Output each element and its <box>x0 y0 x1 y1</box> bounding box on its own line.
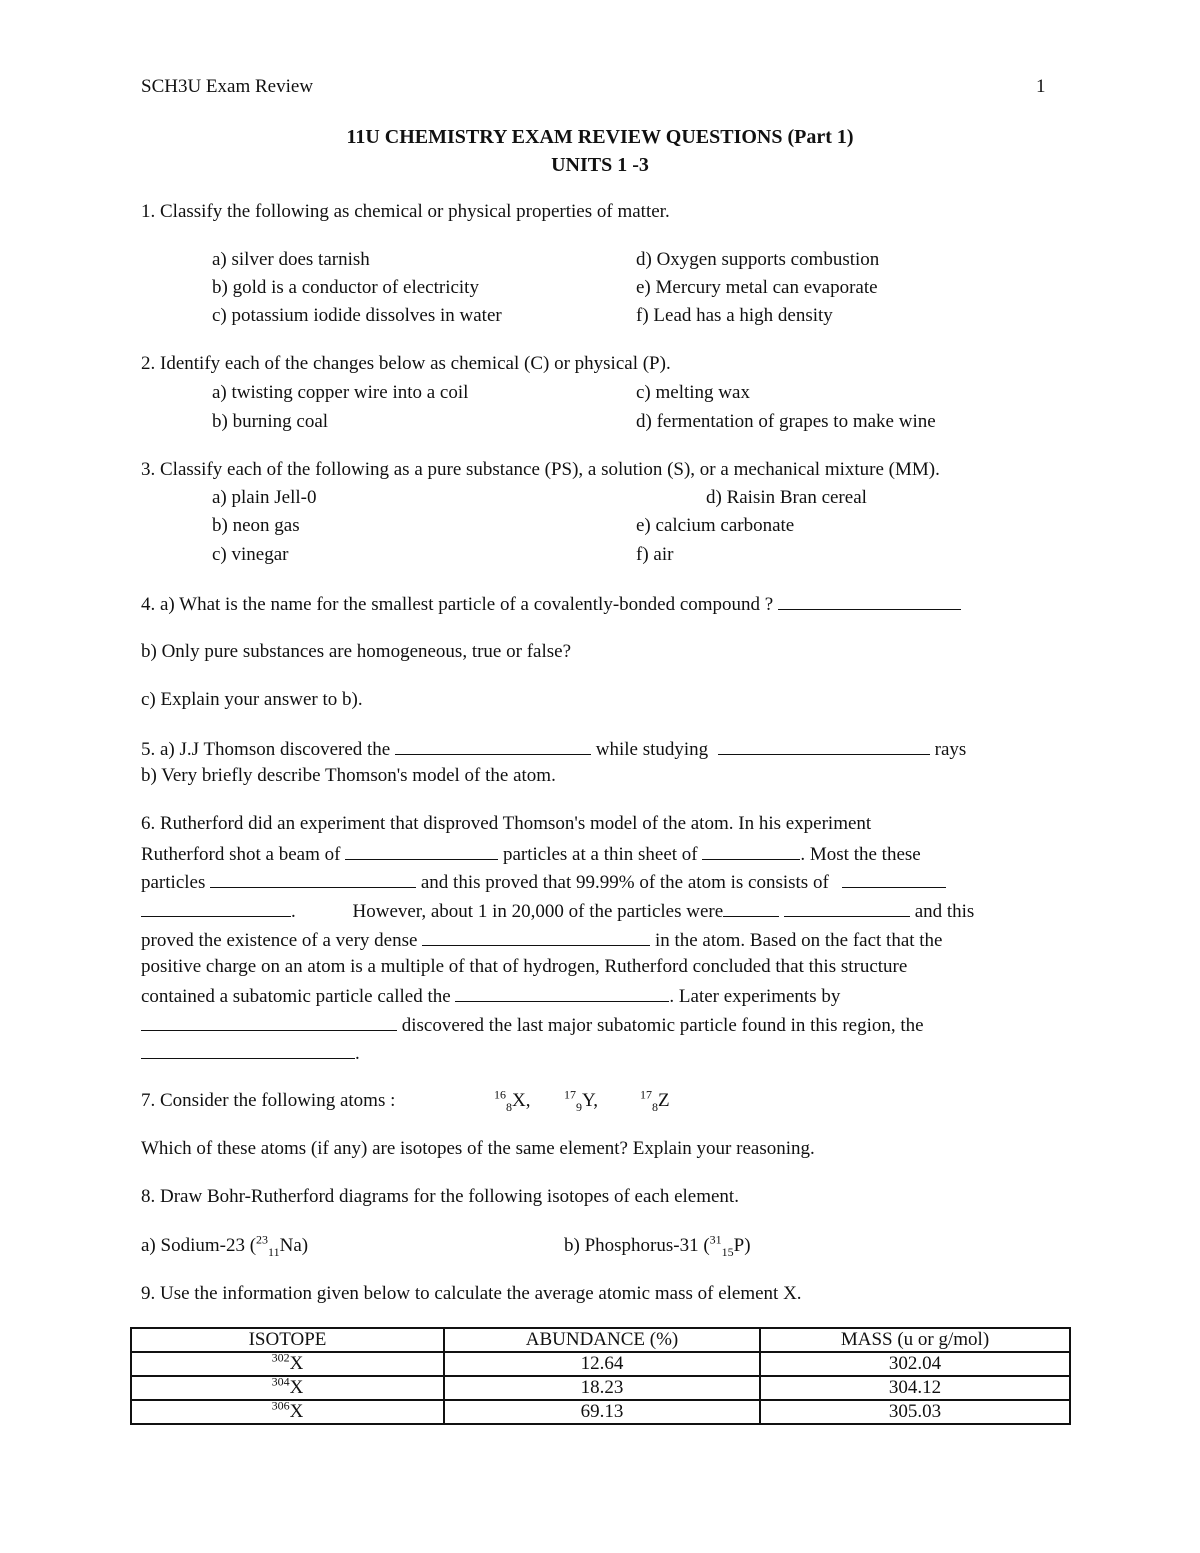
abundance-cell: 69.13 <box>444 1400 760 1424</box>
q2-item: d) fermentation of grapes to make wine <box>636 411 936 432</box>
atom-notation <box>564 1087 599 1114</box>
answer-blank[interactable] <box>778 593 961 610</box>
q5b: b) Very briefly describe Thomson's model of the atom. <box>141 765 556 786</box>
q6-text: in the atom. Based on the fact that the <box>654 930 943 951</box>
q6-line: positive charge on an atom is a multiple of that of hydrogen, Rutherford concluded that this structure <box>141 956 908 977</box>
running-header: SCH3U Exam Review <box>141 76 314 97</box>
q6-line: 6. Rutherford did an experiment that disproved Thomson's model of the atom. In his experiment <box>141 813 872 834</box>
column-header: ISOTOPE <box>131 1328 444 1352</box>
mass-number: 306 <box>271 1398 290 1413</box>
q4a-text: 4. a) What is the name for the smallest particle of a covalently-bonded compound ? <box>141 594 774 615</box>
column-header: MASS (u or g/mol) <box>760 1328 1070 1352</box>
element-symbol: X <box>289 1353 304 1374</box>
q3-item: f) air <box>636 544 674 565</box>
atomic-number: 9 <box>576 1099 582 1114</box>
q6-text: . Most the these <box>800 844 921 865</box>
answer-blank[interactable] <box>784 900 910 917</box>
answer-blank[interactable] <box>141 1042 355 1059</box>
q6-line <box>141 900 974 921</box>
q8a <box>141 1232 309 1259</box>
page-number: 1 <box>1036 76 1046 97</box>
q1-item: f) Lead has a high density <box>636 305 833 326</box>
element-symbol: Y, <box>582 1090 599 1111</box>
q6-line <box>141 843 921 864</box>
q3-item: d) Raisin Bran cereal <box>706 487 867 508</box>
table-row <box>131 1352 1070 1376</box>
atomic-number: 11 <box>268 1244 280 1259</box>
mass-number: 23 <box>256 1232 269 1247</box>
q5a-text: while studying <box>595 739 709 760</box>
answer-blank[interactable] <box>842 871 946 888</box>
table-row <box>131 1376 1070 1400</box>
q4a <box>141 593 961 614</box>
q3-item: b) neon gas <box>212 515 300 536</box>
isotope-cell <box>131 1352 444 1376</box>
q8-text: b) Phosphorus-31 ( <box>564 1235 710 1256</box>
answer-blank[interactable] <box>141 900 291 917</box>
q6-text: particles at a thin sheet of <box>502 844 698 865</box>
isotope-table <box>130 1327 1071 1425</box>
mass-number: 31 <box>709 1232 722 1247</box>
answer-blank[interactable] <box>141 1014 397 1031</box>
q5a-text: 5. a) J.J Thomson discovered the <box>141 739 391 760</box>
answer-blank[interactable] <box>345 843 498 860</box>
q6-text: proved the existence of a very dense <box>141 930 418 951</box>
mass-cell: 305.03 <box>760 1400 1070 1424</box>
page-title: 11U CHEMISTRY EXAM REVIEW QUESTIONS (Part 1) <box>346 126 854 148</box>
q7-stem: 7. Consider the following atoms : <box>141 1090 396 1111</box>
mass-number: 16 <box>494 1087 506 1102</box>
q2-stem: 2. Identify each of the changes below as chemical (C) or physical (P). <box>141 353 671 374</box>
element-symbol: Z <box>658 1090 670 1111</box>
q1-stem: 1. Classify the following as chemical or physical properties of matter. <box>141 201 670 222</box>
q6-text: . Later experiments by <box>669 986 841 1007</box>
q6-text: and this <box>914 901 975 922</box>
answer-blank[interactable] <box>702 843 800 860</box>
q1-item: a) silver does tarnish <box>212 249 370 270</box>
q6-text: . <box>355 1043 360 1064</box>
column-header: ABUNDANCE (%) <box>444 1328 760 1352</box>
q6-line <box>141 1042 360 1063</box>
table-row <box>131 1400 1070 1424</box>
mass-number: 304 <box>271 1374 290 1389</box>
atom-notation <box>640 1087 670 1114</box>
element-symbol: X, <box>512 1090 531 1111</box>
q6-text: and this proved that 99.99% of the atom is consists of <box>420 872 829 893</box>
q8b <box>564 1232 751 1259</box>
q3-item: e) calcium carbonate <box>636 515 795 536</box>
q2-item: c) melting wax <box>636 382 750 403</box>
q6-text: . <box>291 901 296 922</box>
q2-item: a) twisting copper wire into a coil <box>212 382 469 403</box>
q6-line <box>141 871 946 892</box>
table-header-row <box>131 1328 1070 1352</box>
page-subtitle: UNITS 1 -3 <box>551 154 649 176</box>
atomic-number: 8 <box>652 1099 658 1114</box>
q5a-text: rays <box>934 739 967 760</box>
element-symbol: X <box>289 1401 304 1422</box>
q6-line <box>141 1014 924 1035</box>
answer-blank[interactable] <box>422 929 650 946</box>
mass-number: 17 <box>564 1087 576 1102</box>
abundance-cell: 18.23 <box>444 1376 760 1400</box>
q6-text: Rutherford shot a beam of <box>141 844 341 865</box>
mass-cell: 302.04 <box>760 1352 1070 1376</box>
q6-line <box>141 929 943 950</box>
q1-item: e) Mercury metal can evaporate <box>636 277 878 298</box>
element-symbol: Na) <box>279 1235 309 1256</box>
element-symbol: P) <box>733 1235 751 1256</box>
q4b: b) Only pure substances are homogeneous, true or false? <box>141 641 571 662</box>
isotope-cell <box>131 1400 444 1424</box>
isotope-cell <box>131 1376 444 1400</box>
q1-item: b) gold is a conductor of electricity <box>212 277 479 298</box>
q3-item: a) plain Jell-0 <box>212 487 317 508</box>
answer-blank[interactable] <box>210 871 416 888</box>
q6-text: However, about 1 in 20,000 of the particles were <box>352 901 724 922</box>
element-symbol: X <box>289 1377 304 1398</box>
mass-cell: 304.12 <box>760 1376 1070 1400</box>
answer-blank[interactable] <box>723 900 779 917</box>
q9-stem: 9. Use the information given below to calculate the average atomic mass of element X. <box>141 1283 802 1304</box>
mass-number: 17 <box>640 1087 652 1102</box>
q1-item: d) Oxygen supports combustion <box>636 249 880 270</box>
atom-notation <box>494 1087 531 1114</box>
q3-stem: 3. Classify each of the following as a pure substance (PS), a solution (S), or a mechanical mixture (MM). <box>141 459 940 480</box>
q6-line <box>141 985 840 1006</box>
q3-item: c) vinegar <box>212 544 289 565</box>
abundance-cell: 12.64 <box>444 1352 760 1376</box>
atomic-number: 8 <box>506 1099 512 1114</box>
q7-followup: Which of these atoms (if any) are isotopes of the same element? Explain your reasoning. <box>141 1138 815 1159</box>
q5a <box>141 738 966 759</box>
atomic-number: 15 <box>721 1244 734 1259</box>
q2-item: b) burning coal <box>212 411 329 432</box>
q6-text: discovered the last major subatomic particle found in this region, the <box>401 1015 924 1036</box>
q4c: c) Explain your answer to b). <box>141 689 363 710</box>
mass-number: 302 <box>271 1350 290 1365</box>
q6-text: contained a subatomic particle called the <box>141 986 451 1007</box>
answer-blank[interactable] <box>395 738 591 755</box>
q8-text: a) Sodium-23 ( <box>141 1235 257 1256</box>
q6-text: particles <box>141 872 206 893</box>
q1-item: c) potassium iodide dissolves in water <box>212 305 502 326</box>
answer-blank[interactable] <box>718 738 930 755</box>
answer-blank[interactable] <box>455 985 669 1002</box>
q8-stem: 8. Draw Bohr-Rutherford diagrams for the following isotopes of each element. <box>141 1186 739 1207</box>
